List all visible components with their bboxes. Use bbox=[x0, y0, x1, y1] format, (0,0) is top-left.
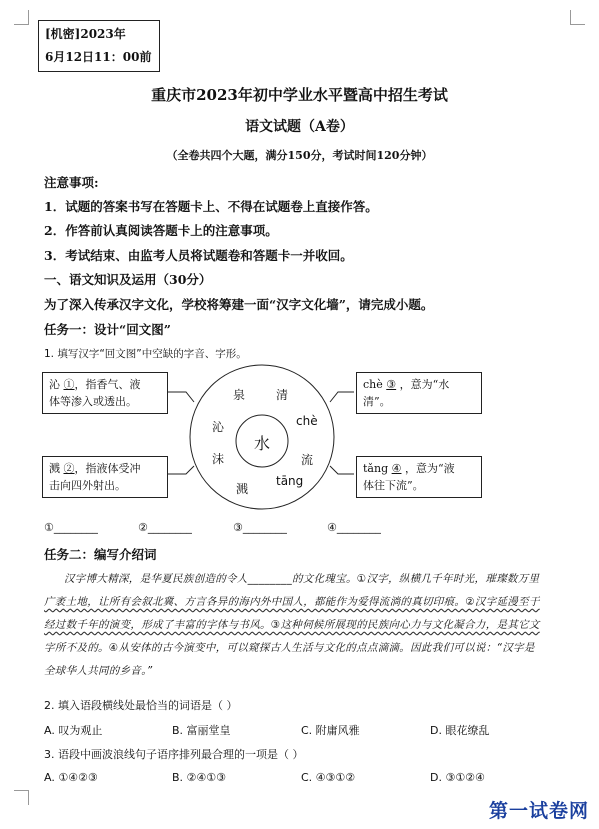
q2-option-c: C. 附庸风雅 bbox=[301, 724, 360, 737]
passage-line-4: 字所不及的。④从安体的古今演变中，可以窥探古人生活与文化的点点滴滴。因此我们可以说：“汉字是 bbox=[44, 642, 535, 654]
q3-option-c: C. ④③①② bbox=[301, 771, 356, 784]
ring-char-quan: 泉 bbox=[233, 388, 246, 402]
task1-heading: 任务一：设计“回文图” bbox=[44, 322, 171, 337]
task2-heading: 任务二：编写介绍词 bbox=[44, 547, 157, 562]
site-watermark: 第一试卷网 bbox=[488, 800, 589, 822]
exam-title: 重庆市2023年初中学业水平暨高中招生考试 bbox=[151, 86, 448, 104]
q3-option-b: B. ②④①③ bbox=[172, 771, 226, 784]
confidential-line-1: [机密]2023年 bbox=[45, 27, 126, 41]
question-3: 3. 语段中画波浪线句子语序排列最合理的一项是（ ） bbox=[44, 748, 304, 761]
confidential-line-2: 6月12日11：00前 bbox=[45, 50, 152, 64]
ring-char-jian: 溅 bbox=[236, 482, 249, 496]
q2-option-a: A. 叹为观止 bbox=[44, 724, 103, 737]
passage-line-5: 全球华人共同的乡音。” bbox=[44, 665, 153, 677]
connector-right-bottom bbox=[330, 466, 354, 474]
notice-item-1: 1．试题的答案书写在答题卡上、不得在试题卷上直接作答。 bbox=[44, 199, 378, 214]
notice-item-2: 2．作答前认真阅读答题卡上的注意事项。 bbox=[44, 223, 278, 238]
ring-char-mo: 沫 bbox=[212, 452, 225, 466]
answer-blank-1: ①________ bbox=[44, 521, 98, 534]
center-char-shui: 水 bbox=[254, 434, 271, 453]
box-right-top: chè ③ ，意为“水 清”。 bbox=[356, 372, 482, 414]
q2-option-d: D. 眼花缭乱 bbox=[430, 724, 490, 737]
passage-line-1: 汉字博大精深，是华夏民族创造的令人________的文化瑰宝。①汉字，纵横几千年时光，璀璨数万里 bbox=[64, 573, 540, 585]
ring-char-liu: 流 bbox=[301, 453, 314, 467]
passage bbox=[44, 568, 564, 683]
exam-subtitle: 语文试题（A卷） bbox=[245, 119, 354, 135]
ring-pinyin-che: chè bbox=[296, 414, 318, 428]
q3-option-d: D. ③①②④ bbox=[430, 771, 485, 784]
exam-note: （全卷共四个大题，满分150分，考试时间120分钟） bbox=[166, 149, 433, 162]
section-heading: 一、语文知识及运用（30分） bbox=[44, 272, 212, 287]
q3-option-a: A. ①④②③ bbox=[44, 771, 98, 784]
connector-left-bottom bbox=[168, 466, 194, 474]
question-2: 2. 填入语段横线处最恰当的词语是（ ） bbox=[44, 699, 238, 712]
q2-option-b: B. 富丽堂皇 bbox=[172, 724, 231, 737]
ring-pinyin-tang: tāng bbox=[276, 474, 304, 488]
question-1: 1. 填写汉字“回文图”中空缺的字音、字形。 bbox=[44, 348, 247, 360]
section-intro: 为了深入传承汉字文化，学校将筹建一面“汉字文化墙”，请完成小题。 bbox=[44, 297, 434, 312]
box-left-top: 沁 ①，指香气、液 体等渗入或透出。 bbox=[42, 372, 168, 414]
box-left-bottom: 溅 ②，指液体受冲 击向四外射出。 bbox=[42, 456, 168, 498]
notice-item-3: 3．考试结束、由监考人员将试题卷和答题卡一并收回。 bbox=[44, 248, 353, 263]
answer-blank-3: ③________ bbox=[233, 521, 287, 534]
connector-right-top bbox=[330, 392, 354, 402]
ring-char-qing: 清 bbox=[276, 388, 289, 402]
passage-line-2: 广袤土地，让所有会叙北冀、方言各异的海内外中国人，都能作为爱得流淌的真切印痕。②汉字延漫至于 bbox=[44, 596, 540, 608]
answer-blank-2: ②________ bbox=[138, 521, 192, 534]
answer-blank-4: ④________ bbox=[327, 521, 381, 534]
passage-line-3: 经过数千年的演变，形成了丰富的字体与书风。③这种伺候所展现的民族向心力与文化凝合力，是其它文 bbox=[44, 619, 540, 631]
notice-heading: 注意事项: bbox=[44, 175, 99, 190]
connector-left-top bbox=[168, 392, 194, 402]
box-right-bottom: tǎng ④ ，意为“液 体往下流”。 bbox=[356, 456, 482, 498]
ring-char-qin: 沁 bbox=[212, 420, 225, 434]
